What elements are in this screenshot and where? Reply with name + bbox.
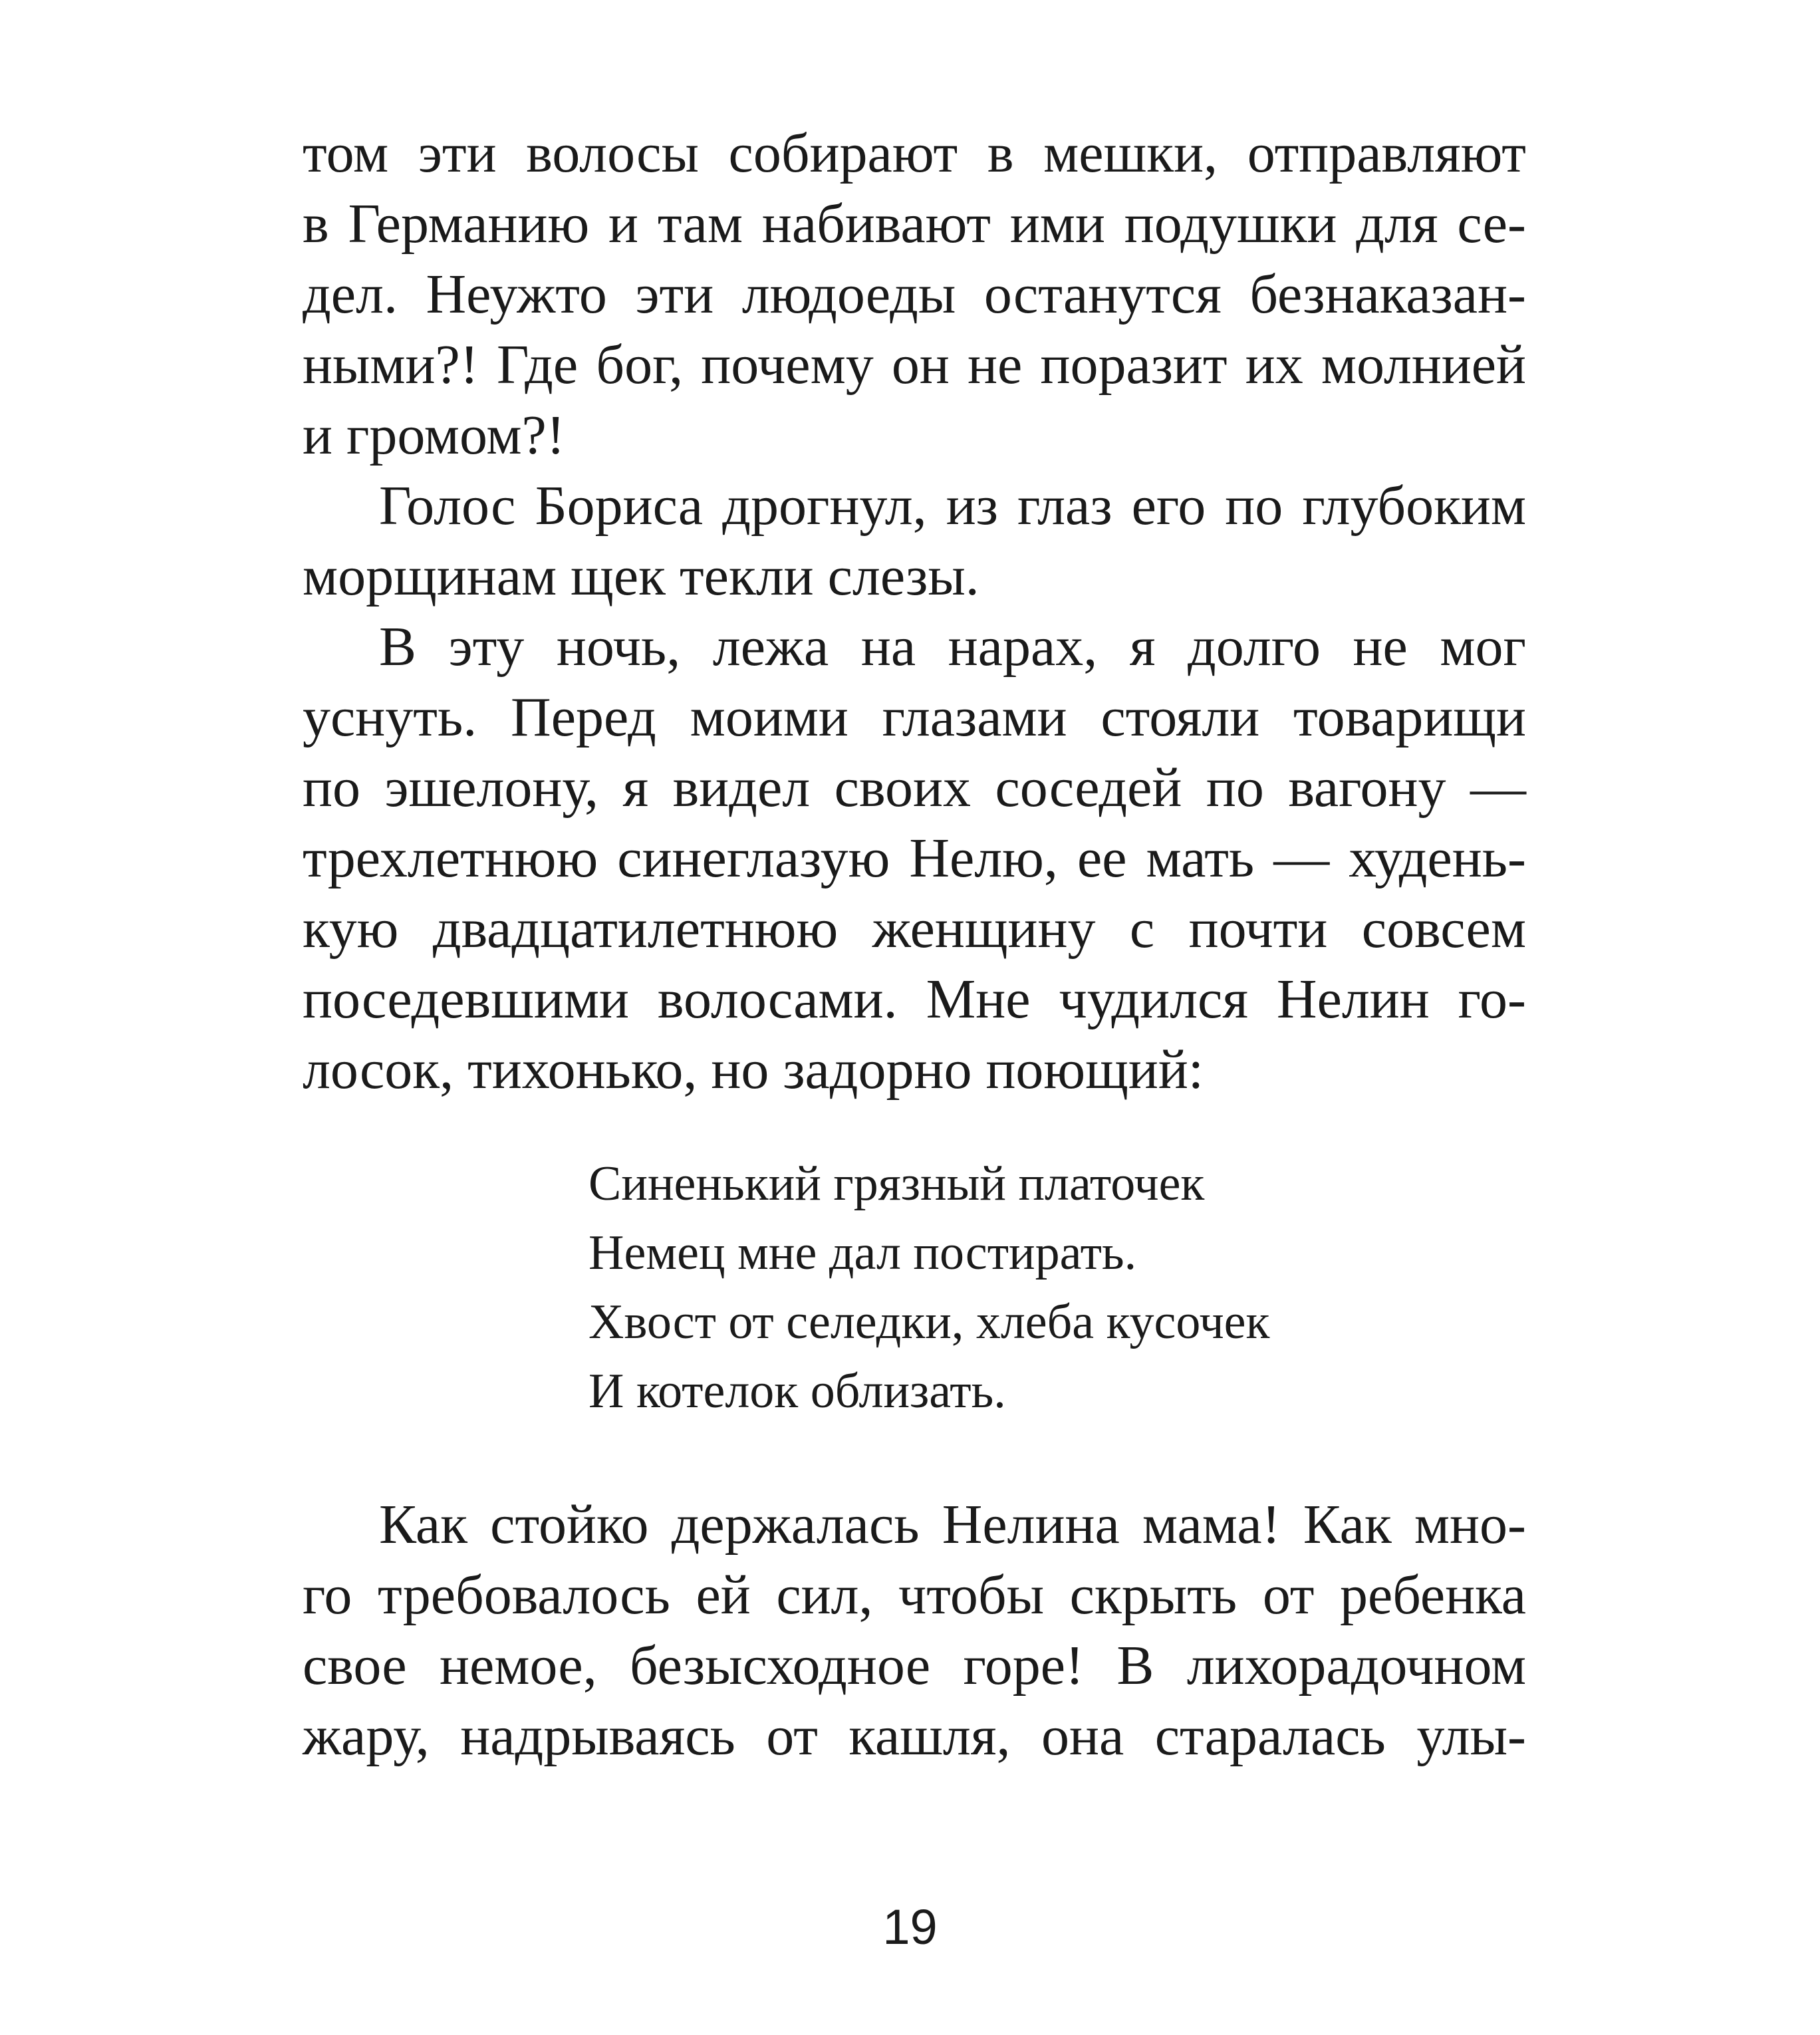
verse-line: Немец мне дал постирать. [588, 1226, 1137, 1280]
text-line: в Германию и там набивают ими подушки для се- [303, 193, 1526, 255]
paragraph-2 [303, 471, 1526, 612]
text-line: Как стойко держалась Нелина мама! Как мно- [379, 1494, 1526, 1556]
verse-line: Синенький грязный платочек [588, 1156, 1205, 1211]
verse-line: И котелок облизать. [588, 1364, 1006, 1419]
text-line: свое немое, безысходное горе! В лихорадочном [303, 1635, 1526, 1696]
text-line: поседевшими волосами. Мне чудился Нелин го- [303, 968, 1526, 1030]
text-line: трехлетнюю синеглазую Нелю, ее мать — худень- [303, 827, 1526, 889]
text-line: и громом?! [303, 404, 565, 466]
verse-line: Хвост от селедки, хлеба кусочек [588, 1295, 1270, 1349]
text-line: дел. Неужто эти людоеды останутся безнаказан- [303, 263, 1526, 325]
text-line: ными?! Где бог, почему он не поразит их молнией [303, 334, 1526, 396]
paragraph-1 [303, 118, 1526, 471]
text-line: по эшелону, я видел своих соседей по вагону — [303, 757, 1526, 819]
text-line: уснуть. Перед моими глазами стояли товарищи [303, 686, 1526, 748]
paragraph-3 [303, 612, 1526, 1105]
text-line: В эту ночь, лежа на нарах, я долго не мог [379, 616, 1526, 678]
text-line: го требовалось ей сил, чтобы скрыть от ребенка [303, 1564, 1526, 1626]
text-line: Голос Бориса дрогнул, из глаз его по глубоким [379, 475, 1526, 537]
page-number: 19 [882, 1899, 938, 1955]
paragraph-4 [303, 1490, 1526, 1772]
text-line: жару, надрываясь от кашля, она старалась улы- [303, 1705, 1526, 1767]
text-line: кую двадцатилетнюю женщину с почти совсем [303, 898, 1526, 960]
song-verse [588, 1149, 1269, 1426]
text-line: лосок, тихонько, но задорно поющий: [303, 1039, 1204, 1101]
text-line: том эти волосы собирают в мешки, отправляют [303, 122, 1526, 184]
text-line: морщинам щек текли слезы. [303, 545, 979, 607]
